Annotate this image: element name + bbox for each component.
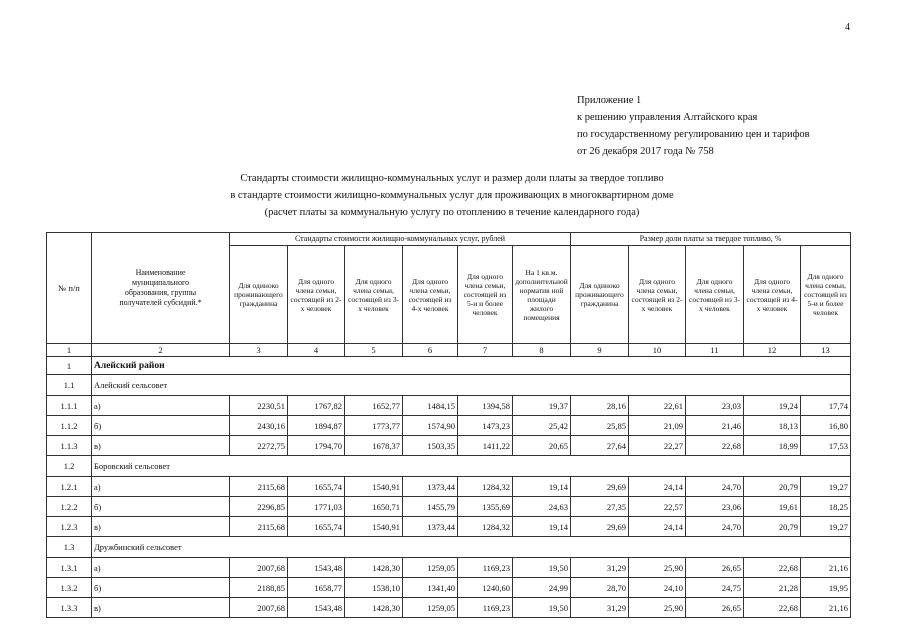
- header-share-col: Для одного члена семьи, состоящей из 3-х человек: [686, 246, 744, 344]
- cell-value: 2115,68: [230, 517, 288, 537]
- header-group-share: Размер доли платы за твердое топливо, %: [571, 233, 851, 246]
- cell-value: 22,57: [629, 497, 686, 517]
- cell-value: 21,16: [801, 598, 851, 618]
- cell-value: 29,69: [571, 517, 629, 537]
- cell-value: 2272,75: [230, 436, 288, 456]
- cell-value: 1284,32: [458, 517, 513, 537]
- cell-value: 1658,77: [288, 578, 345, 598]
- council-no: 1.3: [47, 537, 92, 558]
- table-body: [47, 357, 851, 618]
- cell-value: 2115,68: [230, 477, 288, 497]
- council-name: Боровский сельсовет: [92, 456, 851, 477]
- council-row: [47, 456, 851, 477]
- table-row: [47, 598, 851, 618]
- cell-value: 17,74: [801, 396, 851, 416]
- cell-value: 2230,51: [230, 396, 288, 416]
- cell-value: 24,14: [629, 477, 686, 497]
- column-number: 3: [230, 344, 288, 357]
- cell-value: 25,90: [629, 598, 686, 618]
- cell-value: 1650,71: [345, 497, 403, 517]
- cell-value: 19,37: [513, 396, 571, 416]
- header-no: № п/п: [47, 233, 92, 344]
- cell-value: 1259,05: [403, 558, 458, 578]
- cell-value: 1373,44: [403, 477, 458, 497]
- cell-value: 2007,68: [230, 558, 288, 578]
- cell-value: 20,79: [744, 477, 801, 497]
- cell-value: 19,14: [513, 477, 571, 497]
- cell-value: 24,10: [629, 578, 686, 598]
- row-no: 1.1.3: [47, 436, 92, 456]
- cell-value: 2188,85: [230, 578, 288, 598]
- cell-value: 1538,10: [345, 578, 403, 598]
- header-standards-col: Для одиноко проживающего гражданина: [230, 246, 288, 344]
- row-group: б): [92, 497, 230, 517]
- column-number: 5: [345, 344, 403, 357]
- row-group: б): [92, 578, 230, 598]
- title-line: в стандарте стоимости жилищно-коммунальных услуг для проживающих в многоквартирном доме: [230, 190, 674, 201]
- council-row: [47, 375, 851, 396]
- row-no: 1.2.1: [47, 477, 92, 497]
- header-standards-col: Для одного члена семьи, состоящей из 2-х человек: [288, 246, 345, 344]
- row-no: 1.3.2: [47, 578, 92, 598]
- header-standards-col: Для одного члена семьи, состоящей из 5-и и более человек: [458, 246, 513, 344]
- cell-value: 1652,77: [345, 396, 403, 416]
- cell-value: 26,65: [686, 598, 744, 618]
- row-no: 1.2.3: [47, 517, 92, 537]
- cell-value: 1355,69: [458, 497, 513, 517]
- cell-value: 1503,35: [403, 436, 458, 456]
- row-no: 1.3.3: [47, 598, 92, 618]
- cell-value: 29,69: [571, 477, 629, 497]
- table-row: [47, 396, 851, 416]
- table-row: [47, 517, 851, 537]
- cell-value: 19,27: [801, 477, 851, 497]
- cell-value: 26,65: [686, 558, 744, 578]
- appendix-line: по государственному регулированию цен и тарифов: [577, 129, 810, 140]
- cell-value: 1341,40: [403, 578, 458, 598]
- cell-value: 25,85: [571, 416, 629, 436]
- cell-value: 1473,23: [458, 416, 513, 436]
- table-row: [47, 477, 851, 497]
- row-no: 1.1.1: [47, 396, 92, 416]
- cell-value: 24,14: [629, 517, 686, 537]
- cell-value: 24,70: [686, 477, 744, 497]
- column-number: 4: [288, 344, 345, 357]
- cell-value: 1771,03: [288, 497, 345, 517]
- column-number: 2: [92, 344, 230, 357]
- cell-value: 22,68: [744, 598, 801, 618]
- column-number: 9: [571, 344, 629, 357]
- cell-value: 21,28: [744, 578, 801, 598]
- cell-value: 27,64: [571, 436, 629, 456]
- table-row: [47, 436, 851, 456]
- cell-value: 21,09: [629, 416, 686, 436]
- cell-value: 1655,74: [288, 477, 345, 497]
- cell-value: 1773,77: [345, 416, 403, 436]
- column-number: 11: [686, 344, 744, 357]
- cell-value: 1540,91: [345, 517, 403, 537]
- cell-value: 1484,15: [403, 396, 458, 416]
- cell-value: 1894,87: [288, 416, 345, 436]
- cell-value: 1411,22: [458, 436, 513, 456]
- table-row: [47, 416, 851, 436]
- column-number: 6: [403, 344, 458, 357]
- cell-value: 28,70: [571, 578, 629, 598]
- cell-value: 20,79: [744, 517, 801, 537]
- council-row: [47, 537, 851, 558]
- cell-value: 1767,82: [288, 396, 345, 416]
- cell-value: 20,65: [513, 436, 571, 456]
- row-group: б): [92, 416, 230, 436]
- cell-value: 24,70: [686, 517, 744, 537]
- cell-value: 19,50: [513, 598, 571, 618]
- cell-value: 16,80: [801, 416, 851, 436]
- cell-value: 2430,16: [230, 416, 288, 436]
- cell-value: 19,50: [513, 558, 571, 578]
- cell-value: 23,03: [686, 396, 744, 416]
- cell-value: 18,25: [801, 497, 851, 517]
- row-group: а): [92, 396, 230, 416]
- header-share-col: Для одиноко проживающего гражданина: [571, 246, 629, 344]
- appendix-line: Приложение 1: [577, 95, 642, 106]
- cell-value: 31,29: [571, 598, 629, 618]
- row-group: в): [92, 436, 230, 456]
- cell-value: 19,27: [801, 517, 851, 537]
- cell-value: 1455,79: [403, 497, 458, 517]
- standards-table: [46, 232, 851, 618]
- appendix-line: от 26 декабря 2017 года № 758: [577, 146, 714, 157]
- cell-value: 27,35: [571, 497, 629, 517]
- header-share-col: Для одного члена семьи, состоящей из 4-х человек: [744, 246, 801, 344]
- header-standards-col: Для одного члена семьи, состоящей из 3-х человек: [345, 246, 403, 344]
- cell-value: 24,99: [513, 578, 571, 598]
- row-no: 1.2.2: [47, 497, 92, 517]
- appendix-line: к решению управления Алтайского края: [577, 112, 758, 123]
- cell-value: 1543,48: [288, 558, 345, 578]
- column-number: 8: [513, 344, 571, 357]
- column-number-row: [47, 344, 851, 357]
- column-number: 1: [47, 344, 92, 357]
- row-group: в): [92, 517, 230, 537]
- row-group: в): [92, 598, 230, 618]
- cell-value: 18,13: [744, 416, 801, 436]
- page-number: 4: [845, 22, 850, 33]
- cell-value: 18,99: [744, 436, 801, 456]
- cell-value: 1543,48: [288, 598, 345, 618]
- cell-value: 2007,68: [230, 598, 288, 618]
- row-no: 1.3.1: [47, 558, 92, 578]
- cell-value: 31,29: [571, 558, 629, 578]
- council-name: Алейский сельсовет: [92, 375, 851, 396]
- table-row: [47, 497, 851, 517]
- district-no: 1: [47, 357, 92, 375]
- cell-value: 1259,05: [403, 598, 458, 618]
- cell-value: 1428,30: [345, 598, 403, 618]
- cell-value: 28,16: [571, 396, 629, 416]
- column-number: 7: [458, 344, 513, 357]
- column-number: 10: [629, 344, 686, 357]
- district-name: Алейский район: [92, 357, 851, 375]
- cell-value: 1678,37: [345, 436, 403, 456]
- title-line: (расчет платы за коммунальную услугу по отоплению в течение календарного года): [264, 207, 640, 218]
- cell-value: 21,46: [686, 416, 744, 436]
- cell-value: 1373,44: [403, 517, 458, 537]
- title-line: Стандарты стоимости жилищно-коммунальных услуг и размер доли платы за твердое топливо: [240, 173, 664, 184]
- council-no: 1.1: [47, 375, 92, 396]
- cell-value: 22,61: [629, 396, 686, 416]
- cell-value: 19,24: [744, 396, 801, 416]
- header-share-col: Для одного члена семьи, состоящей из 5-и и более человек: [801, 246, 851, 344]
- row-no: 1.1.2: [47, 416, 92, 436]
- cell-value: 1574,90: [403, 416, 458, 436]
- district-row: [47, 357, 851, 375]
- cell-value: 19,95: [801, 578, 851, 598]
- header-standards-col: На 1 кв.м. дополнительной норматив ной площади жилого помещения: [513, 246, 571, 344]
- cell-value: 25,42: [513, 416, 571, 436]
- cell-value: 1428,30: [345, 558, 403, 578]
- header-share-col: Для одного члена семьи, состоящей из 2-х человек: [629, 246, 686, 344]
- cell-value: 1240,60: [458, 578, 513, 598]
- appendix-block: [577, 92, 810, 160]
- row-group: а): [92, 558, 230, 578]
- cell-value: 21,16: [801, 558, 851, 578]
- column-number: 13: [801, 344, 851, 357]
- cell-value: 1394,58: [458, 396, 513, 416]
- cell-value: 22,27: [629, 436, 686, 456]
- cell-value: 19,61: [744, 497, 801, 517]
- cell-value: 22,68: [744, 558, 801, 578]
- cell-value: 22,68: [686, 436, 744, 456]
- cell-value: 1284,32: [458, 477, 513, 497]
- cell-value: 17,53: [801, 436, 851, 456]
- cell-value: 1794,70: [288, 436, 345, 456]
- cell-value: 1169,23: [458, 598, 513, 618]
- cell-value: 19,14: [513, 517, 571, 537]
- header-group-standards: Стандарты стоимости жилищно-коммунальных услуг, рублей: [230, 233, 571, 246]
- column-number: 12: [744, 344, 801, 357]
- cell-value: 2296,85: [230, 497, 288, 517]
- cell-value: 24,63: [513, 497, 571, 517]
- row-group: а): [92, 477, 230, 497]
- cell-value: 25,90: [629, 558, 686, 578]
- cell-value: 1540,91: [345, 477, 403, 497]
- cell-value: 23,06: [686, 497, 744, 517]
- cell-value: 1655,74: [288, 517, 345, 537]
- document-title: [0, 170, 904, 221]
- council-no: 1.2: [47, 456, 92, 477]
- header-standards-col: Для одного члена семьи, состоящей из 4-х человек: [403, 246, 458, 344]
- table-row: [47, 558, 851, 578]
- header-name: Наименование муниципального образования, группы получателей субсидий.*: [92, 233, 230, 344]
- cell-value: 24,75: [686, 578, 744, 598]
- cell-value: 1169,23: [458, 558, 513, 578]
- council-name: Дружбинский сельсовет: [92, 537, 851, 558]
- table-row: [47, 578, 851, 598]
